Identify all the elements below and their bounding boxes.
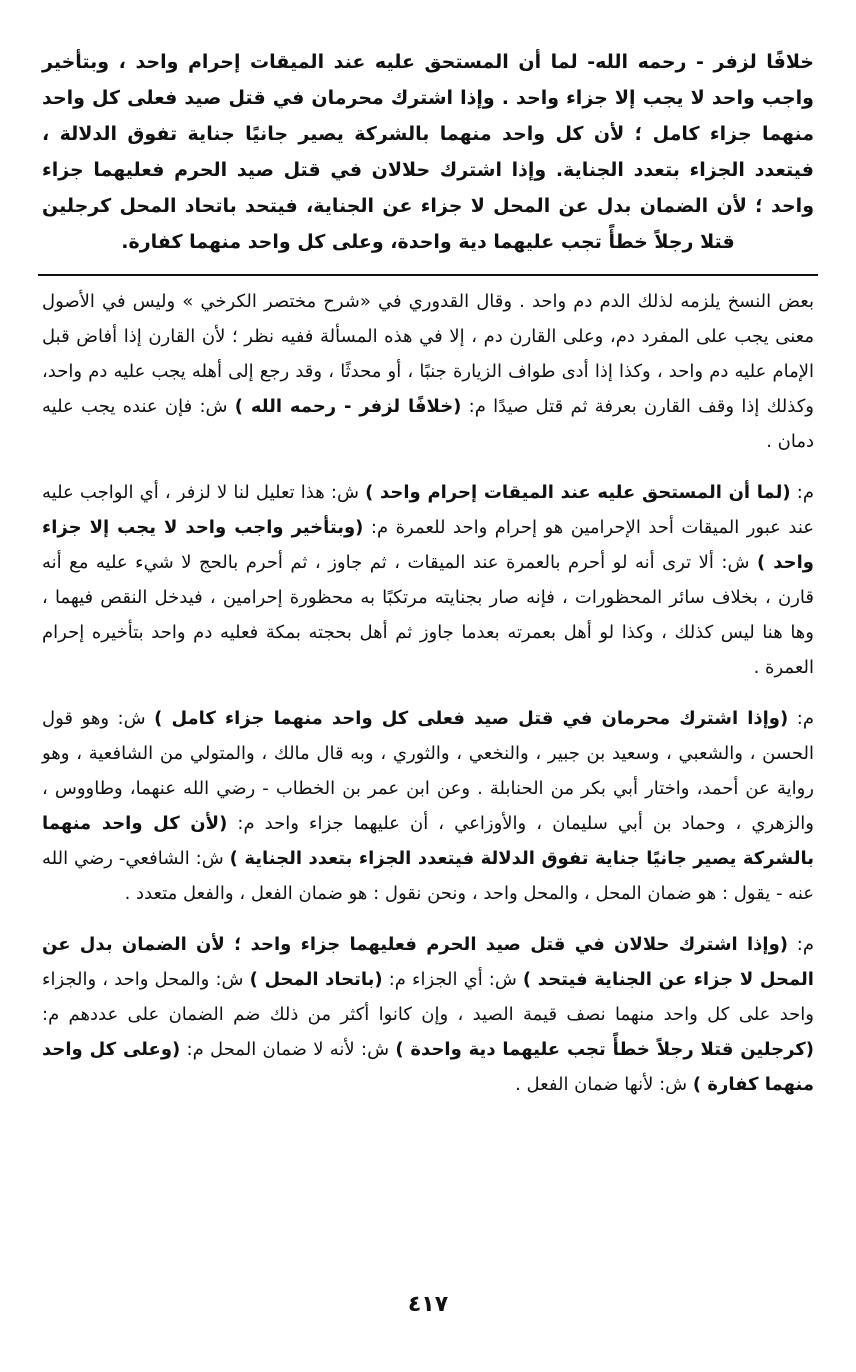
- commentary-text: ش: الشافعي- رضي الله عنه - يقول : هو ضمان المحل ، والمحل واحد ، ونحن نقول : هو ضمان الفعل ، والفعل متعدد .: [42, 848, 814, 904]
- main-text-block: خلافًا لزفر - رحمه الله- لما أن المستحق عليه عند الميقات إحرام واحد ، وبتأخير واجب واحد لا يجب إلا جزاء واحد . وإذا اشترك محرمان في قتل صيد فعلى كل واحد منهما جزاء كامل ؛ لأن كل واحد منهما بالشركة يصير جانيًا جناية تفوق الدلالة ، فيتعدد الجزاء بتعدد الجناية. وإذا اشترك حلالان في قتل صيد الحرم فعليهما جزاء واحد ؛ لأن الضمان بدل عن المحل لا جزاء عن الجناية، فيتحد باتحاد المحل كرجلين قتلا رجلاً خطأً تجب عليهما دية واحدة، وعلى كل واحد منهما كفارة.: [42, 51, 814, 253]
- commentary-text: م:: [796, 708, 814, 729]
- commentary-text: ش: هذا تعليل لنا لا لزفر ، أي الواجب عليه عند عبور الميقات أحد الإحرامين هو إحرام واحد للعمرة م:: [42, 482, 814, 538]
- quoted-main-text: (وإذا اشترك حلالان في قتل صيد الحرم فعليهما جزاء واحد ؛ لأن الضمان بدل عن المحل لا جزاء عن الجناية فيتحد ): [42, 934, 814, 990]
- section-divider: [38, 274, 818, 276]
- page-number: ٤١٧: [407, 1292, 449, 1317]
- quoted-main-text: (لأن كل واحد منهما بالشركة يصير جانيًا جناية تفوق الدلالة فيتعدد الجزاء بتعدد الجناية ): [42, 813, 814, 869]
- commentary-text: م:: [796, 934, 814, 955]
- commentary-text: ش: أي الجزاء م:: [388, 969, 517, 990]
- commentary-paragraph-2: [38, 475, 818, 685]
- commentary-text: ش: لأنها ضمان الفعل .: [515, 1074, 688, 1095]
- quoted-main-text: (خلافًا لزفر - رحمه الله ): [234, 396, 462, 417]
- commentary-text: ش: ألا ترى أنه لو أحرم بالعمرة عند الميقات ، ثم جاوز ، ثم أحرم بالحج لا شيء عليه مع أنه قارن ، بخلاف سائر المحظورات ، فإنه صار بجنايته مرتكبًا به محظورة إحرامين ، فيدخل النقص فيهما ، وها هنا ليس كذلك ، وكذا لو أهل بعمرته بعدما جاوز ثم أهل بحجته بمكة فعليه دم واحد بتأخيره إحرام العمرة .: [42, 552, 814, 678]
- commentary-text: ش: فإن عنده يجب عليه دمان .: [42, 396, 814, 452]
- commentary-text: ش: وهو قول الحسن ، والشعبي ، وسعيد بن جبير ، والنخعي ، والثوري ، وبه قال مالك ، والمتولي من الشافعية ، وهو رواية عن أحمد، واختار أبي بكر من الحنابلة . وعن ابن عمر بن الخطاب - رضي الله عنهما، وطاووس ، والزهري ، وحماد بن أبي سليمان ، والأوزاعي ، أن عليهما جزاء واحد م:: [42, 708, 814, 834]
- commentary-paragraph-1: [38, 284, 818, 459]
- quoted-main-text: (باتحاد المحل ): [249, 969, 383, 990]
- quoted-main-text: (وبتأخير واجب واحد لا يجب إلا جزاء واحد ): [42, 517, 814, 573]
- quoted-main-text: (لما أن المستحق عليه عند الميقات إحرام واحد ): [365, 482, 791, 503]
- commentary-text: ش: لأنه لا ضمان المحل م:: [186, 1039, 390, 1060]
- quoted-main-text: (وإذا اشترك محرمان في قتل صيد فعلى كل واحد منهما جزاء كامل ): [154, 708, 789, 729]
- commentary-text: ش: والمحل واحد ، والجزاء واحد على كل واحد منهما نصف قيمة الصيد ، وإن كانوا أكثر من ذلك ضم الضمان على عددهم م:: [42, 969, 814, 1025]
- commentary-paragraph-4: [38, 927, 818, 1102]
- book-page: [38, 44, 818, 1372]
- commentary-text: م:: [796, 482, 814, 503]
- quoted-main-text: (وعلى كل واحد منهما كفارة ): [42, 1039, 814, 1095]
- commentary-paragraph-3: [38, 701, 818, 911]
- commentary-text: بعض النسخ يلزمه لذلك الدم دم واحد . وقال القدوري في «شرح مختصر الكرخي » وليس في الأصول معنى يجب على المفرد دم، وعلى القارن دم ، إلا في هذه المسألة ففيه نظر ؛ لأن القارن إذا أفاض قبل الإمام عليه دم واحد ، وكذا إذا أدى طواف الزيارة جنبًا ، أو محدثًا ، وقد رجع إلى أهله يجب عليه دم واحد، وكذلك إذا وقف القارن بعرفة ثم قتل صيدًا م:: [42, 291, 814, 417]
- quoted-main-text: (كرجلين قتلا رجلاً خطأً تجب عليهما دية واحدة ): [395, 1039, 814, 1060]
